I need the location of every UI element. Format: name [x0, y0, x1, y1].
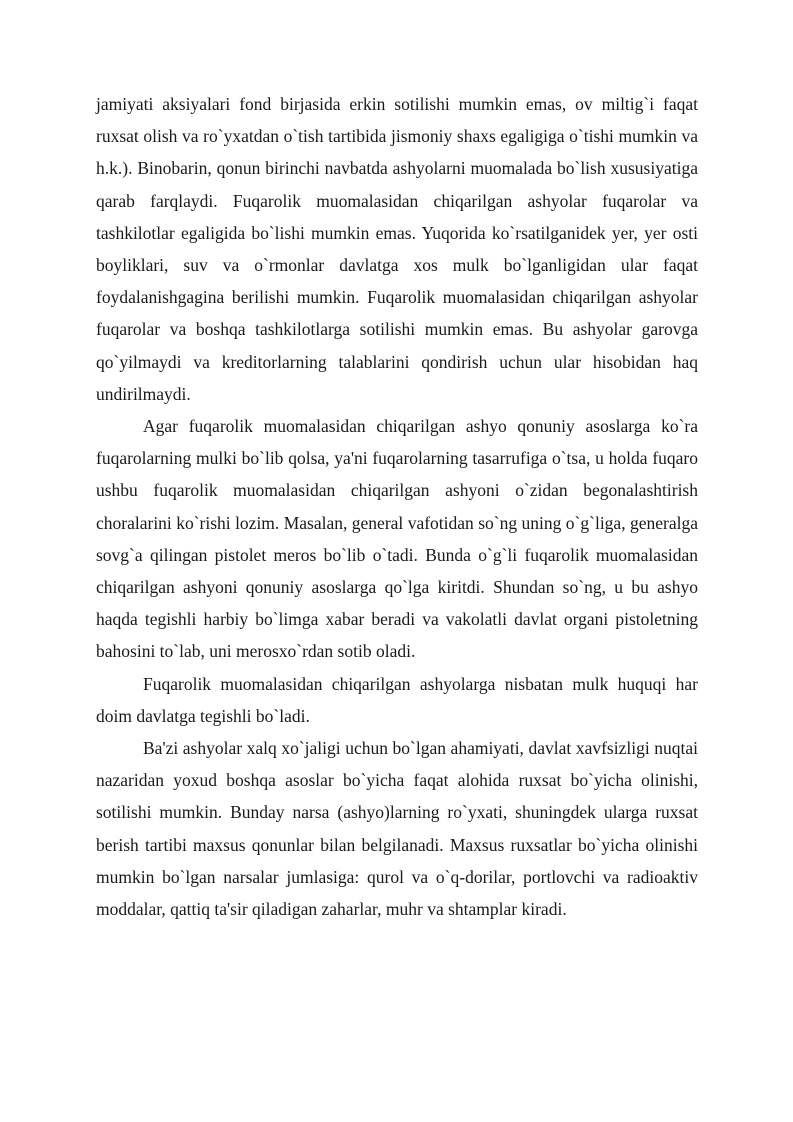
document-page [96, 88, 698, 925]
paragraph-2: Agar fuqarolik muomalasidan chiqarilgan ashyo qonuniy asoslarga ko`ra fuqarolarning mulki bo`lib qolsa, ya'ni fuqarolarning tasarrufiga o`tsa, u holda fuqaro ushbu fuqarolik muomalasidan chiqarilgan ashyoni o`zidan begonalashtirish choralarini ko`rishi lozim. Masalan, general vafotidan so`ng uning o`g`liga, generalga sovg`a qilingan pistolet meros bo`lib o`tadi. Bunda o`g`li fuqarolik muomalasidan chiqarilgan ashyoni qonuniy asoslarga qo`lga kiritdi. Shundan so`ng, u bu ashyo haqda tegishli harbiy bo`limga xabar beradi va vakolatli davlat organi pistoletning bahosini to`lab, uni merosxo`rdan sotib oladi. [96, 416, 698, 662]
paragraph-4: Ba'zi ashyolar xalq xo`jaligi uchun bo`lgan ahamiyati, davlat xavfsizligi nuqtai nazaridan yoxud boshqa asoslar bo`yicha faqat alohida ruxsat bo`yicha olinishi, sotilishi mumkin. Bunday narsa (ashyo)larning ro`yxati, shuningdek ularga ruxsat berish tartibi maxsus qonunlar bilan belgilanadi. Maxsus ruxsatlar bo`yicha olinishi mumkin bo`lgan narsalar jumlasiga: qurol va o`q-dorilar, portlovchi va radioaktiv moddalar, qattiq ta'sir qiladigan zaharlar, muhr va shtamplar kiradi. [96, 738, 698, 920]
paragraph-1: jamiyati aksiyalari fond birjasida erkin sotilishi mumkin emas, ov miltig`i faqat ruxsat olish va ro`yxatdan o`tish tartibida jismoniy shaxs egaligiga o`tishi mumkin va h.k.). Binobarin, qonun birinchi navbatda ashyolarni muomalada bo`lish xususiyatiga qarab farqlaydi. Fuqarolik muomalasidan chiqarilgan ashyolar fuqarolar va tashkilotlar egaligida bo`lishi mumkin emas. Yuqorida ko`rsatilganidek yer, yer osti boyliklari, suv va o`rmonlar davlatga xos mulk bo`lganligidan ular faqat foydalanishgagina berilishi mumkin. Fuqarolik muomalasidan chiqarilgan ashyolar fuqarolar va boshqa tashkilotlarga sotilishi mumkin emas. Bu ashyolar garovga qo`yilmaydi va kreditorlarning talablarini qondirish uchun ular hisobidan haq undirilmaydi. [96, 94, 698, 404]
paragraph-3: Fuqarolik muomalasidan chiqarilgan ashyolarga nisbatan mulk huquqi har doim davlatga tegishli bo`ladi. [96, 673, 698, 726]
